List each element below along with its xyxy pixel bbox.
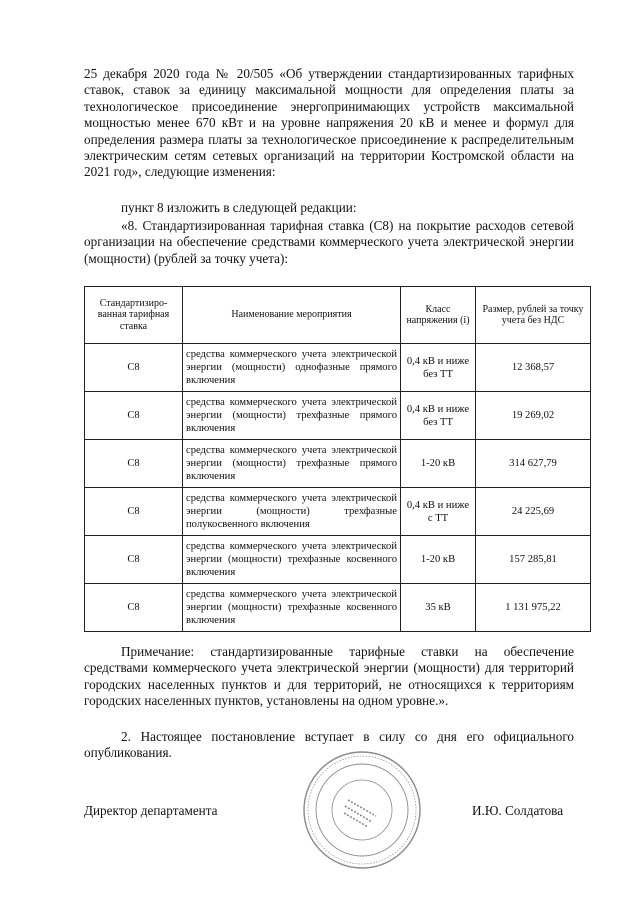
table-row — [85, 536, 591, 584]
voltage-class-cell: 0,4 кВ и ниже с ТТ — [401, 488, 476, 536]
measure-name-cell: средства коммерческого учета электрической энергии (мощности) трехфазные косвенного включения — [183, 584, 401, 632]
table-header-row — [85, 287, 591, 344]
header-name: Наименование мероприятия — [183, 287, 401, 344]
measure-name-cell: средства коммерческого учета электрической энергии (мощности) однофазные прямого включения — [183, 344, 401, 392]
price-cell: 24 225,69 — [476, 488, 591, 536]
signatory-title: Директор департамента — [84, 803, 218, 818]
seal-stamp — [300, 748, 424, 872]
table-row — [85, 440, 591, 488]
note-paragraph: Примечание: стандартизированные тарифные ставки на обеспечение средствами коммерческого учета электрической энергии (мощности) для территорий городских населенных пунктов и для территорий, не относящихся к территориям городских населенных пунктов, установлены на одном уровне.». — [84, 644, 574, 709]
rate-code-cell: С8 — [85, 488, 183, 536]
table-row — [85, 344, 591, 392]
voltage-class-cell: 35 кВ — [401, 584, 476, 632]
stamp-center-marks — [344, 800, 376, 827]
table-row — [85, 488, 591, 536]
intro-paragraph: 25 декабря 2020 года № 20/505 «Об утверждении стандартизированных тарифных ставок, ставок за единицу максимальной мощности для определения платы за технологическое присоединение энергопринимающих устройств максимальной мощностью менее 670 кВт и на уровне напряжения 20 кВ и менее и формул для определения размера платы за технологическое присоединение к распределительным электрическим сетям сетевых организаций на территории Костромской области на 2021 год», следующие изменения: — [84, 66, 574, 180]
price-cell: 157 285,81 — [476, 536, 591, 584]
rate-code-cell: С8 — [85, 536, 183, 584]
item-paragraph: пункт 8 изложить в следующей редакции: — [121, 200, 357, 215]
measure-name-cell: средства коммерческого учета электрической энергии (мощности) трехфазные полукосвенного включения — [183, 488, 401, 536]
table-row — [85, 584, 591, 632]
price-cell: 314 627,79 — [476, 440, 591, 488]
voltage-class-cell: 0,4 кВ и ниже без ТТ — [401, 392, 476, 440]
price-cell: 12 368,57 — [476, 344, 591, 392]
header-voltage: Класс напряжения (i) — [401, 287, 476, 344]
price-cell: 19 269,02 — [476, 392, 591, 440]
tariff-table — [84, 286, 591, 632]
clause-paragraph: «8. Стандартизированная тарифная ставка (С8) на покрытие расходов сетевой организации на обеспечение средствами коммерческого учета электрической энергии (мощности) (рублей за точку учета): — [84, 218, 574, 266]
rate-code-cell: С8 — [85, 440, 183, 488]
signatory-name: И.Ю. Солдатова — [472, 803, 564, 818]
stamp-outer-ring — [304, 752, 420, 868]
rate-code-cell: С8 — [85, 344, 183, 392]
stamp-text-ring — [308, 756, 416, 864]
rate-code-cell: С8 — [85, 584, 183, 632]
measure-name-cell: средства коммерческого учета электрической энергии (мощности) трехфазные косвенного включения — [183, 536, 401, 584]
voltage-class-cell: 1-20 кВ — [401, 536, 476, 584]
price-cell: 1 131 975,22 — [476, 584, 591, 632]
stamp-core-ring — [332, 780, 392, 840]
voltage-class-cell: 1-20 кВ — [401, 440, 476, 488]
table-row — [85, 392, 591, 440]
stamp-inner-ring — [316, 764, 408, 856]
measure-name-cell: средства коммерческого учета электрической энергии (мощности) трехфазные прямого включения — [183, 440, 401, 488]
voltage-class-cell: 0,4 кВ и ниже без ТТ — [401, 344, 476, 392]
header-price: Размер, рублей за точку учета без НДС — [476, 287, 591, 344]
measure-name-cell: средства коммерческого учета электрической энергии (мощности) трехфазные прямого включения — [183, 392, 401, 440]
effect-paragraph: 2. Настоящее постановление вступает в силу со дня его официального опубликования. — [84, 729, 574, 761]
rate-code-cell: С8 — [85, 392, 183, 440]
header-code: Стандартизиро-ванная тарифная ставка — [85, 287, 183, 344]
